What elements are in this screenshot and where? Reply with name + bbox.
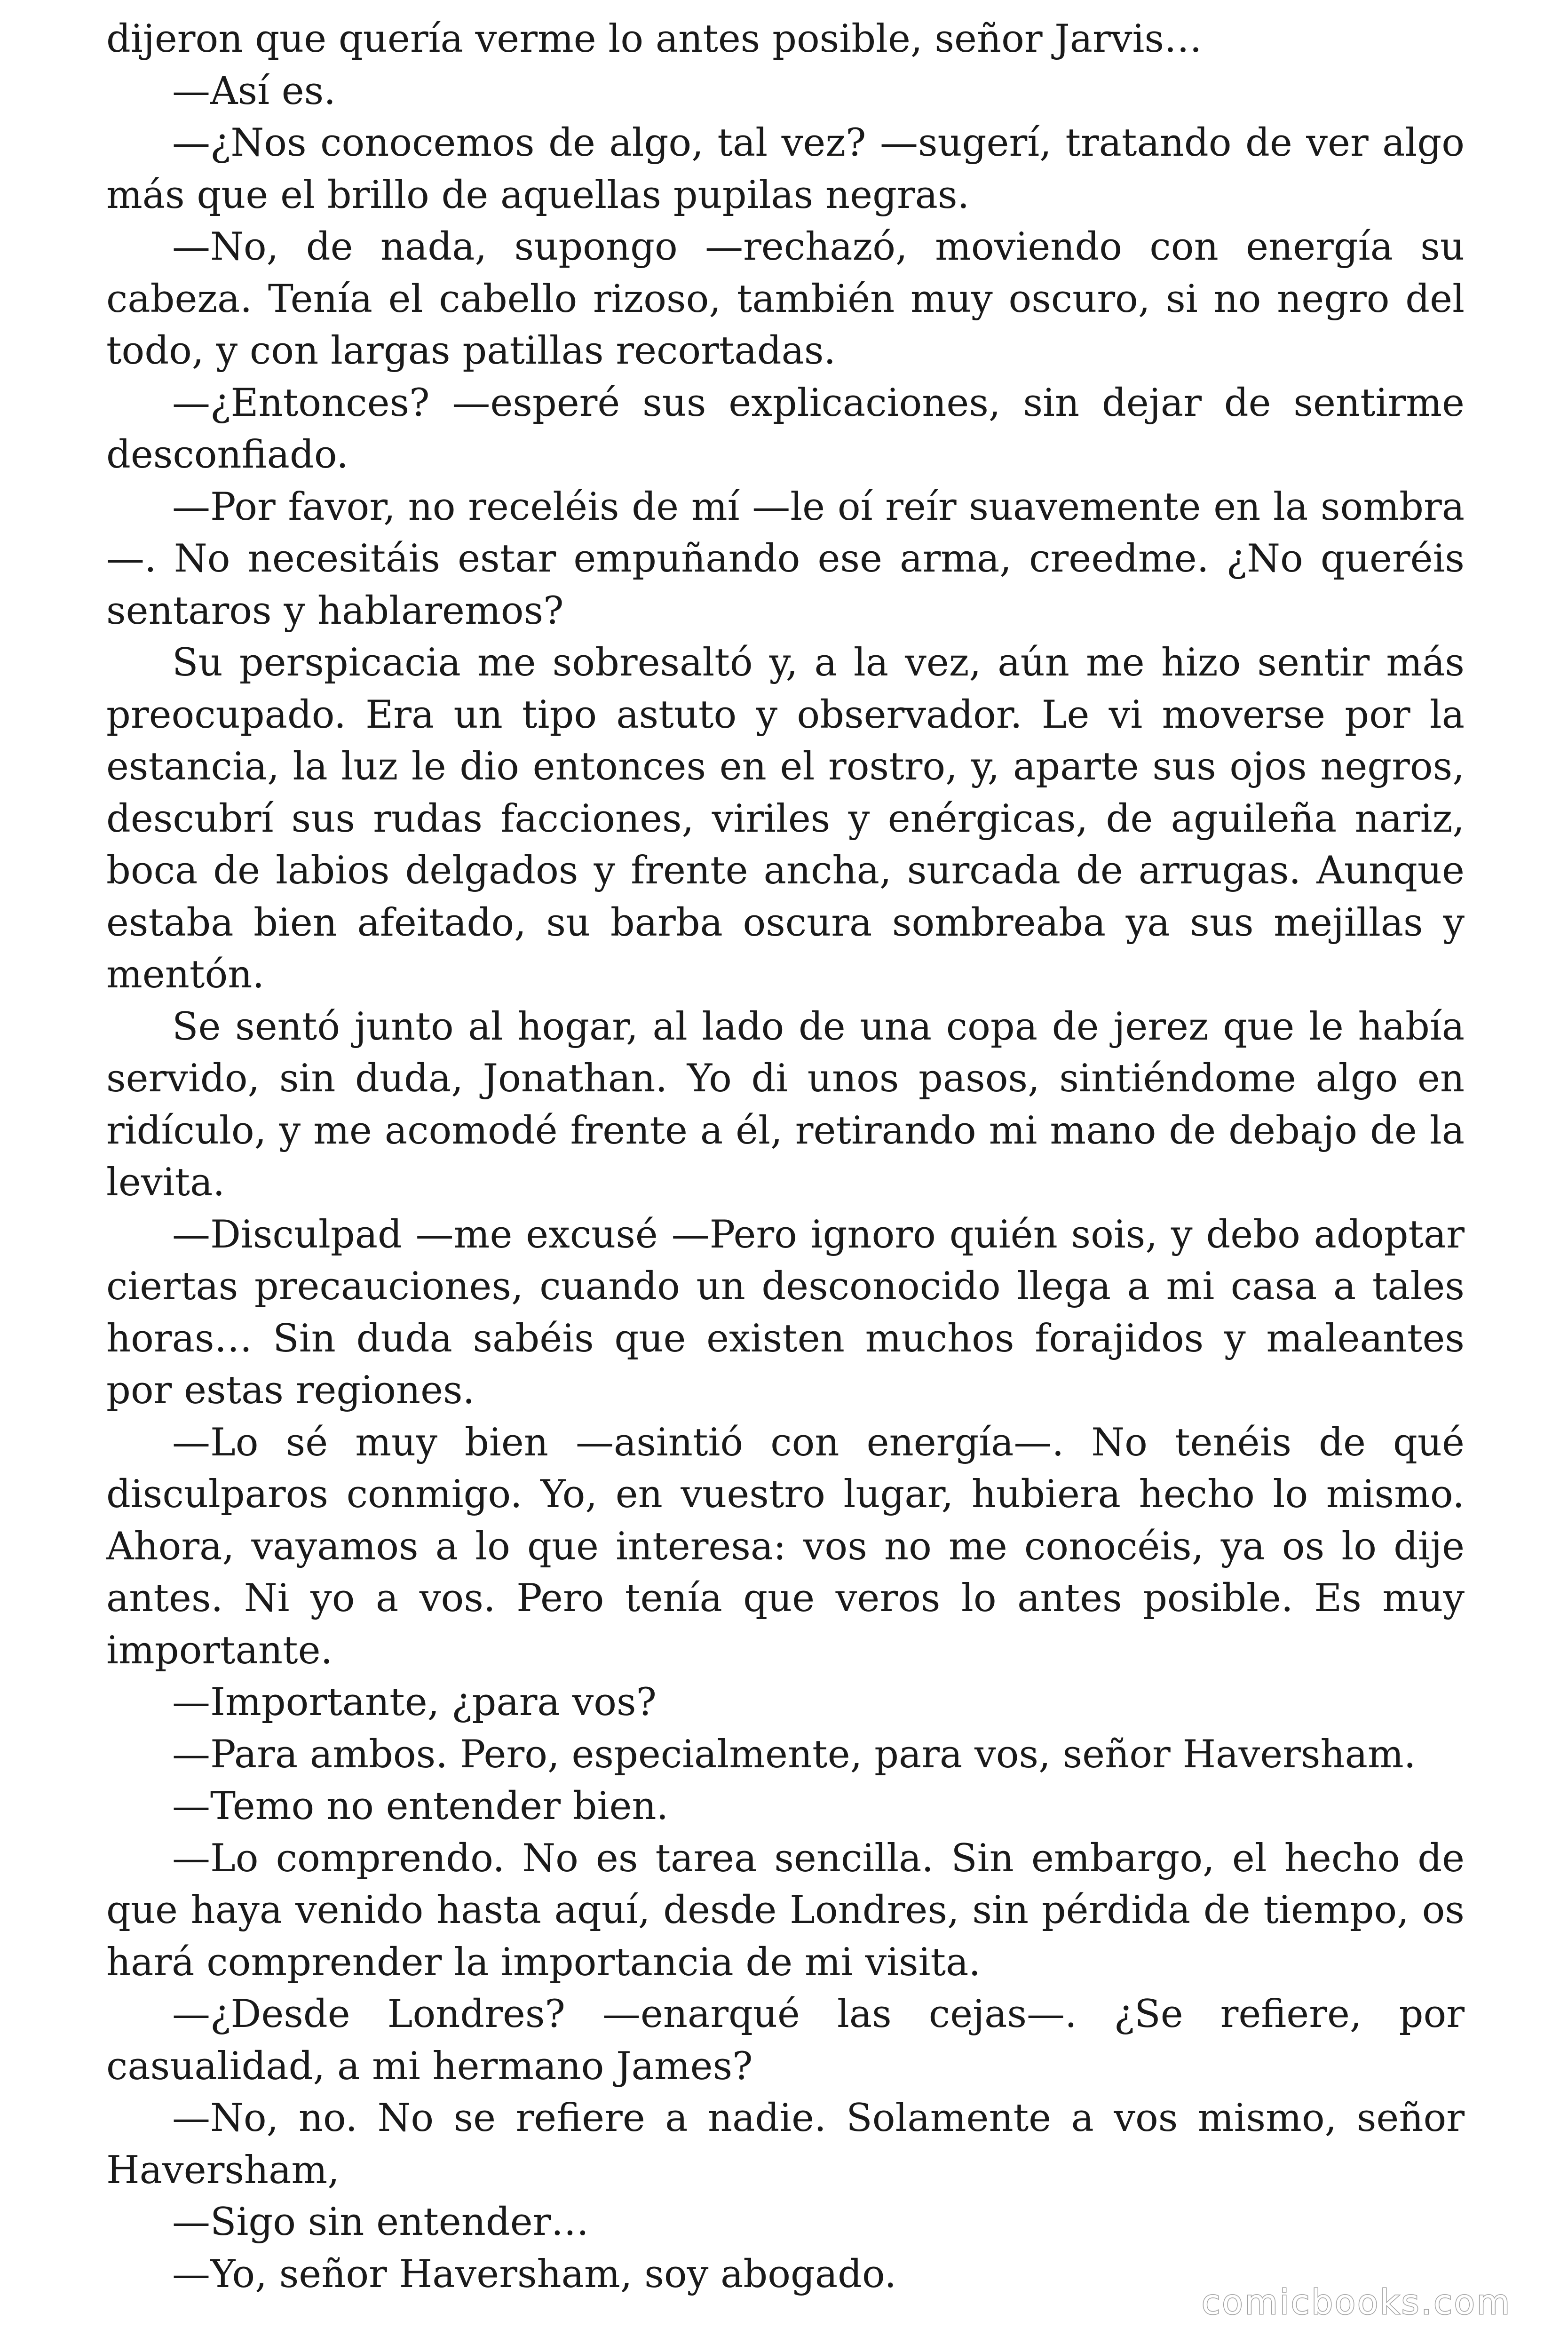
paragraph: —¿Nos conocemos de algo, tal vez? —sugerí, tratando de ver algo más que el brillo de aquellas pupilas negras. — [106, 121, 1465, 217]
paragraph: —Disculpad —me excusé —Pero ignoro quién sois, y debo adoptar ciertas precauciones, cuando un desconocido llega a mi casa a tales horas… Sin duda sabéis que existen muchos forajidos y maleantes por estas regiones. — [106, 1212, 1465, 1413]
paragraph: Se sentó junto al hogar, al lado de una copa de jerez que le había servido, sin duda, Jonathan. Yo di unos pasos, sintiéndome algo en ridículo, y me acomodé frente a él, retirando mi mano de debajo de la levita. — [106, 1004, 1465, 1205]
body-text — [106, 13, 1465, 2300]
paragraph: —¿Desde Londres? —enarqué las cejas—. ¿Se refiere, por casualidad, a mi hermano James? — [106, 1992, 1465, 2089]
watermark: comicbooks.com — [1201, 2282, 1512, 2322]
paragraph: —Importante, ¿para vos? — [172, 1680, 657, 1724]
paragraph: —Lo sé muy bien —asintió con energía—. No tenéis de qué disculparos conmigo. Yo, en vuestro lugar, hubiera hecho lo mismo. Ahora, vayamos a lo que interesa: vos no me conocéis, ya os lo dije antes. Ni yo a vos. Pero tenía que veros lo antes posible. Es muy importante. — [106, 1420, 1465, 1673]
paragraph: dijeron que quería verme lo antes posible, señor Jarvis… — [106, 17, 1203, 61]
paragraph: —Temo no entender bien. — [172, 1784, 669, 1828]
paragraph: —Por favor, no receléis de mí —le oí reír suavemente en la sombra —. No necesitáis estar empuñando ese arma, creedme. ¿No queréis sentaros y hablaremos? — [106, 485, 1465, 633]
paragraph: —Así es. — [172, 69, 336, 113]
paragraph: —Sigo sin entender… — [172, 2200, 589, 2244]
paragraph: —No, no. No se refiere a nadie. Solamente a vos mismo, señor Haversham, — [106, 2096, 1465, 2193]
paragraph: —¿Entonces? —esperé sus explicaciones, sin dejar de sentirme desconfiado. — [106, 381, 1465, 477]
paragraph: —Para ambos. Pero, especialmente, para vos, señor Haversham. — [172, 1732, 1416, 1777]
paragraph: Su perspicacia me sobresaltó y, a la vez, aún me hizo sentir más preocupado. Era un tipo astuto y observador. Le vi moverse por la estancia, la luz le dio entonces en el rostro, y, aparte sus ojos negros, descubrí sus rudas facciones, viriles y enérgicas, de aguileña nariz, boca de labios delgados y frente ancha, surcada de arrugas. Aunque estaba bien afeitado, su barba oscura sombreaba ya sus mejillas y mentón. — [106, 641, 1465, 997]
paragraph: —No, de nada, supongo —rechazó, moviendo con energía su cabeza. Tenía el cabello rizoso, también muy oscuro, si no negro del todo, y con largas patillas recortadas. — [106, 225, 1465, 373]
paragraph: —Lo comprendo. No es tarea sencilla. Sin embargo, el hecho de que haya venido hasta aquí, desde Londres, sin pérdida de tiempo, os hará comprender la importancia de mi visita. — [106, 1836, 1465, 1985]
paragraph: —Yo, señor Haversham, soy abogado. — [172, 2252, 897, 2296]
